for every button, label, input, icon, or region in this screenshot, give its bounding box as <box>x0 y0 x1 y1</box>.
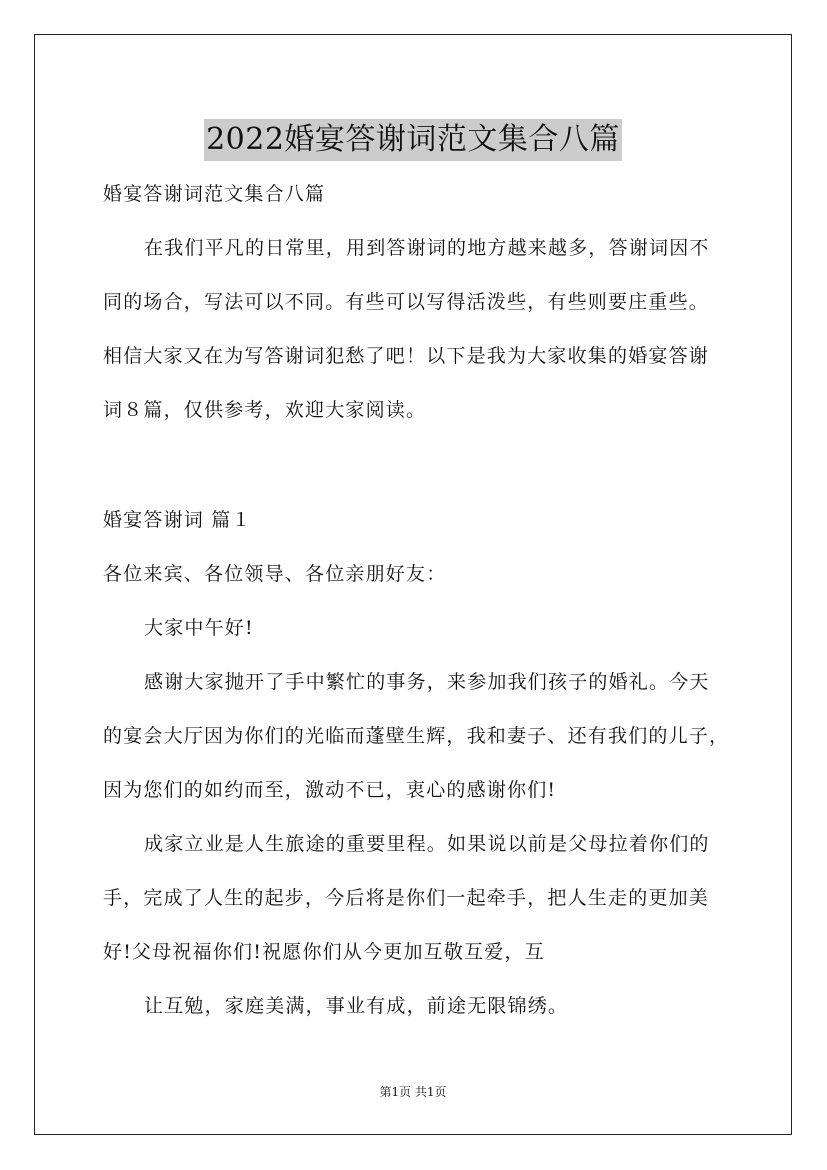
page-footer: 第1页 共1页 <box>379 1085 447 1099</box>
paragraph-line: 相信大家又在为写答谢词犯愁了吧！以下是我为大家收集的婚宴答谢 <box>103 345 710 367</box>
section-heading: 婚宴答谢词 篇１ <box>103 509 252 531</box>
paragraph-line: 让互勉，家庭美满，事业有成，前途无限锦绣。 <box>144 995 569 1017</box>
paragraph-line: 同的场合，写法可以不同。有些可以写得活泼些，有些则要庄重些。 <box>103 291 710 313</box>
salutation-line: 各位来宾、各位领导、各位亲朋好友： <box>103 563 447 585</box>
paragraph-line: 因为您们的如约而至，激动不已，衷心的感谢你们! <box>103 779 557 801</box>
paragraph-line: 在我们平凡的日常里，用到答谢词的地方越来越多，答谢词因不 <box>144 237 710 259</box>
document-page <box>34 34 792 1135</box>
paragraph-line: 手，完成了人生的起步，今后将是你们一起牵手，把人生走的更加美 <box>103 887 710 909</box>
paragraph-line: 词８篇，仅供参考，欢迎大家阅读。 <box>103 399 427 421</box>
paragraph-line: 好!父母祝福你们!祝愿你们从今更加互敬互爱，互 <box>103 941 545 963</box>
document-title: 2022婚宴答谢词范文集合八篇 <box>204 119 622 161</box>
subtitle-line: 婚宴答谢词范文集合八篇 <box>103 183 326 205</box>
title-container <box>35 119 791 161</box>
paragraph-line: 的宴会大厅因为你们的光临而蓬壁生辉，我和妻子、还有我们的儿子， <box>103 725 730 747</box>
greeting-line: 大家中午好! <box>144 617 254 639</box>
paragraph-line: 成家立业是人生旅途的重要里程。如果说以前是父母拉着你们的 <box>144 833 710 855</box>
paragraph-line: 感谢大家抛开了手中繁忙的事务，来参加我们孩子的婚礼。今天 <box>144 671 710 693</box>
